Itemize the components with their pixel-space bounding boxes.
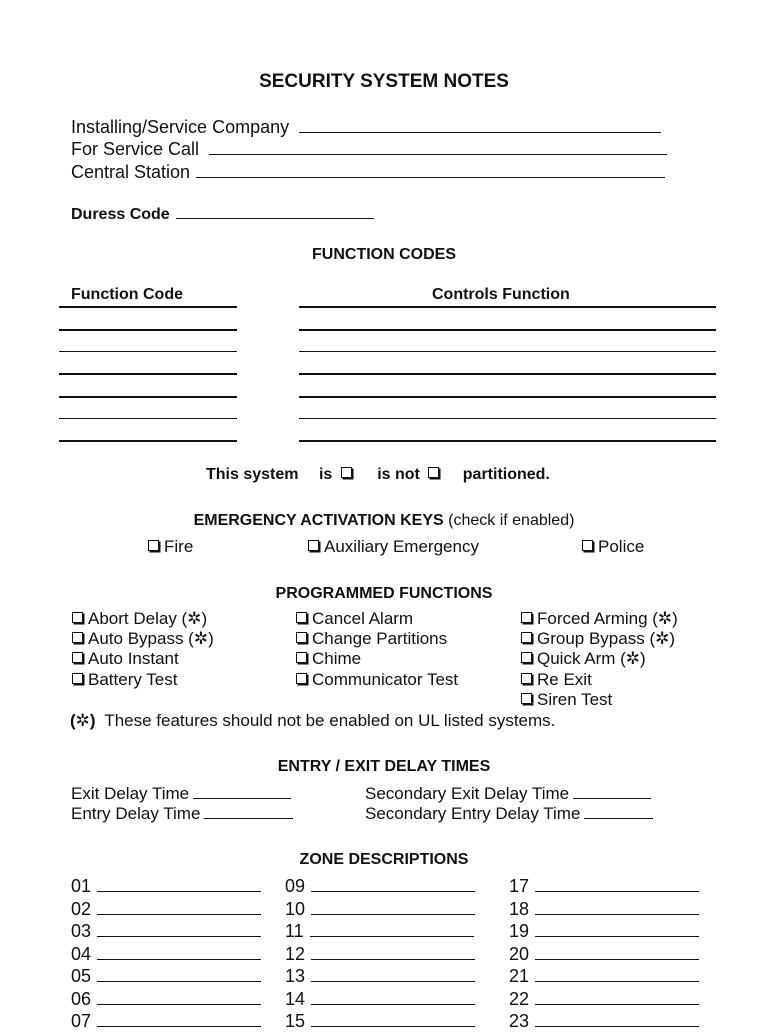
- zone-number: 18: [509, 899, 530, 919]
- zone-number: 21: [509, 966, 530, 986]
- footnote-row: [70, 711, 555, 731]
- zone-number: 05: [71, 966, 92, 986]
- exit-delay-row: [71, 783, 291, 804]
- programmed-item-label: Battery Test: [88, 670, 178, 689]
- zone-row[interactable]: [285, 966, 475, 987]
- delay-times-heading: ENTRY / EXIT DELAY TIMES: [277, 758, 491, 775]
- central-station-row: [71, 162, 665, 183]
- duress-code-row: [71, 203, 374, 224]
- emergency-heading-row: [0, 512, 768, 530]
- checkbox-icon[interactable]: [582, 540, 593, 551]
- programmed-item[interactable]: [72, 670, 177, 690]
- programmed-item-label: Auto Bypass (✲): [88, 629, 214, 648]
- installing-company-label: Installing/Service Company: [71, 117, 290, 137]
- programmed-item-label: Cancel Alarm: [312, 609, 414, 628]
- zone-number: 06: [71, 989, 92, 1009]
- zone-row[interactable]: [285, 944, 475, 965]
- central-station-field[interactable]: [196, 162, 665, 178]
- zone-row[interactable]: [71, 1011, 261, 1032]
- service-call-label: For Service Call: [71, 139, 200, 159]
- checkbox-icon[interactable]: [521, 612, 532, 623]
- secondary-entry-delay-label: Secondary Entry Delay Time: [365, 804, 581, 823]
- zone-number: 14: [285, 989, 306, 1009]
- duress-code-label: Duress Code: [71, 206, 170, 223]
- controls-function-line[interactable]: [299, 351, 716, 352]
- entry-delay-label: Entry Delay Time: [71, 804, 201, 823]
- zone-row[interactable]: [285, 921, 474, 942]
- zone-row[interactable]: [71, 876, 261, 897]
- programmed-item[interactable]: [521, 609, 678, 629]
- zone-row[interactable]: [509, 921, 699, 942]
- programmed-item[interactable]: [521, 629, 675, 649]
- zone-row[interactable]: [509, 899, 699, 920]
- zone-number: 02: [71, 899, 92, 919]
- checkbox-icon[interactable]: [72, 632, 83, 643]
- zone-row[interactable]: [509, 966, 699, 987]
- programmed-item-label: Communicator Test: [312, 670, 459, 689]
- programmed-item[interactable]: [296, 629, 447, 649]
- programmed-item[interactable]: [296, 609, 413, 629]
- partition-is-checkbox[interactable]: [341, 467, 352, 478]
- zone-field[interactable]: [97, 1011, 261, 1027]
- zone-number: 19: [509, 921, 530, 941]
- programmed-item[interactable]: [72, 609, 207, 629]
- checkbox-icon[interactable]: [521, 673, 532, 684]
- zone-field[interactable]: [311, 944, 475, 960]
- zone-row[interactable]: [285, 989, 475, 1010]
- zone-row[interactable]: [285, 876, 475, 897]
- checkbox-icon[interactable]: [308, 540, 319, 551]
- zone-field[interactable]: [97, 876, 261, 892]
- service-call-field[interactable]: [209, 139, 667, 155]
- checkbox-icon[interactable]: [72, 673, 83, 684]
- zone-row[interactable]: [285, 899, 475, 920]
- installing-company-field[interactable]: [299, 117, 661, 133]
- programmed-item[interactable]: [521, 649, 646, 669]
- emergency-key-label: Auxiliary Emergency: [324, 537, 479, 556]
- zone-number: 23: [509, 1011, 530, 1031]
- duress-code-field[interactable]: [176, 203, 374, 219]
- zone-row[interactable]: [71, 899, 261, 920]
- programmed-item-label: Quick Arm (✲): [537, 649, 646, 668]
- zone-field[interactable]: [97, 899, 261, 915]
- checkbox-icon[interactable]: [296, 632, 307, 643]
- zone-row[interactable]: [509, 1011, 699, 1032]
- secondary-exit-delay-label: Secondary Exit Delay Time: [365, 784, 570, 803]
- checkbox-icon[interactable]: [72, 652, 83, 663]
- entry-delay-row: [71, 803, 293, 824]
- checkbox-icon[interactable]: [72, 612, 83, 623]
- programmed-item[interactable]: [72, 629, 214, 649]
- programmed-item[interactable]: [521, 690, 612, 710]
- checkbox-icon[interactable]: [296, 673, 307, 684]
- programmed-functions-heading: PROGRAMMED FUNCTIONS: [275, 585, 493, 602]
- programmed-item-label: Auto Instant: [88, 649, 179, 668]
- zone-number: 15: [285, 1011, 306, 1031]
- installing-company-row: [71, 117, 661, 138]
- function-codes-heading: FUNCTION CODES: [312, 246, 456, 263]
- zone-row[interactable]: [71, 944, 261, 965]
- function-code-line[interactable]: [59, 396, 237, 398]
- zone-row[interactable]: [285, 1011, 475, 1032]
- entry-delay-field[interactable]: [204, 803, 293, 819]
- partition-is-not-label: is not: [377, 466, 420, 483]
- zone-row[interactable]: [509, 944, 699, 965]
- function-code-line[interactable]: [59, 440, 237, 442]
- function-code-header-rule: [59, 306, 237, 308]
- partition-is-not-checkbox[interactable]: [428, 467, 439, 478]
- zone-number: 10: [285, 899, 306, 919]
- zone-number: 09: [285, 876, 306, 896]
- zone-field[interactable]: [535, 876, 699, 892]
- partition-is-label: is: [318, 466, 333, 483]
- programmed-item[interactable]: [296, 649, 361, 669]
- central-station-label: Central Station: [71, 162, 191, 182]
- emergency-key-police[interactable]: [582, 537, 644, 557]
- partition-suffix: partitioned.: [462, 466, 550, 483]
- zone-field[interactable]: [535, 944, 699, 960]
- zone-field[interactable]: [97, 944, 261, 960]
- partition-prefix: This system: [206, 466, 299, 483]
- zone-field[interactable]: [311, 899, 475, 915]
- secondary-entry-delay-field[interactable]: [584, 803, 653, 819]
- zone-field[interactable]: [310, 921, 474, 937]
- controls-function-header-rule: [299, 306, 716, 308]
- checkbox-icon[interactable]: [521, 652, 532, 663]
- zone-number: 04: [71, 944, 92, 964]
- zone-number: 12: [285, 944, 306, 964]
- emergency-key-label: Police: [598, 537, 645, 556]
- zone-number: 17: [509, 876, 530, 896]
- zone-field[interactable]: [535, 1011, 699, 1027]
- exit-delay-field[interactable]: [193, 783, 291, 799]
- checkbox-icon[interactable]: [521, 632, 532, 643]
- checkbox-icon[interactable]: [148, 540, 159, 551]
- checkbox-icon[interactable]: [521, 693, 532, 704]
- zone-number: 07: [71, 1011, 92, 1031]
- zone-field[interactable]: [97, 989, 261, 1005]
- controls-function-line[interactable]: [299, 373, 716, 375]
- zone-field[interactable]: [535, 899, 699, 915]
- zone-row[interactable]: [71, 966, 261, 987]
- function-code-line[interactable]: [59, 329, 237, 331]
- zone-row[interactable]: [71, 921, 261, 942]
- emergency-heading: EMERGENCY ACTIVATION KEYS: [193, 512, 444, 529]
- controls-function-line[interactable]: [299, 440, 716, 442]
- programmed-item-label: Chime: [312, 649, 362, 668]
- zone-field[interactable]: [535, 989, 699, 1005]
- programmed-item-label: Forced Arming (✲): [537, 609, 678, 628]
- secondary-exit-delay-row: [365, 783, 651, 804]
- programmed-item[interactable]: [296, 670, 458, 690]
- zone-field[interactable]: [97, 966, 261, 982]
- function-code-line[interactable]: [59, 351, 237, 352]
- programmed-item-label: Siren Test: [537, 690, 613, 709]
- zone-field[interactable]: [311, 966, 475, 982]
- zone-field[interactable]: [311, 989, 475, 1005]
- zone-field[interactable]: [311, 876, 475, 892]
- secondary-entry-delay-row: [365, 803, 653, 824]
- zone-field[interactable]: [311, 1011, 475, 1027]
- controls-function-col-header: Controls Function: [432, 286, 570, 303]
- zone-descriptions-heading: ZONE DESCRIPTIONS: [299, 851, 469, 868]
- secondary-exit-delay-field[interactable]: [573, 783, 651, 799]
- programmed-item-label: Change Partitions: [312, 629, 448, 648]
- checkbox-icon[interactable]: [296, 652, 307, 663]
- emergency-key-fire[interactable]: [148, 537, 193, 557]
- function-code-col-header: Function Code: [71, 286, 183, 303]
- page-title: SECURITY SYSTEM NOTES: [259, 71, 509, 92]
- zone-field[interactable]: [535, 966, 699, 982]
- zone-row[interactable]: [71, 989, 261, 1010]
- controls-function-line[interactable]: [299, 396, 716, 398]
- programmed-item[interactable]: [521, 670, 592, 690]
- zone-number: 11: [285, 921, 304, 941]
- checkbox-icon[interactable]: [296, 612, 307, 623]
- zone-row[interactable]: [509, 989, 699, 1010]
- programmed-item-label: Group Bypass (✲): [537, 629, 676, 648]
- controls-function-line[interactable]: [299, 418, 716, 419]
- emergency-note: (check if enabled): [448, 512, 575, 529]
- partition-row: [206, 466, 550, 484]
- footnote-text: These features should not be enabled on UL listed systems.: [104, 711, 556, 730]
- zone-row[interactable]: [509, 876, 699, 897]
- zone-number: 22: [509, 989, 530, 1009]
- programmed-item[interactable]: [72, 649, 179, 669]
- zone-field[interactable]: [97, 921, 261, 937]
- zone-number: 01: [71, 876, 92, 896]
- zone-field[interactable]: [535, 921, 699, 937]
- programmed-item-label: Re Exit: [537, 670, 592, 689]
- service-call-row: [71, 139, 667, 160]
- function-code-line[interactable]: [59, 373, 237, 375]
- controls-function-line[interactable]: [299, 329, 716, 331]
- zone-number: 03: [71, 921, 92, 941]
- footnote-mark: (✲): [70, 711, 96, 730]
- zone-number: 13: [285, 966, 306, 986]
- function-code-line[interactable]: [59, 418, 237, 419]
- programmed-item-label: Abort Delay (✲): [88, 609, 208, 628]
- exit-delay-label: Exit Delay Time: [71, 784, 190, 803]
- zone-number: 20: [509, 944, 530, 964]
- emergency-key-auxiliary[interactable]: [308, 537, 479, 557]
- emergency-key-label: Fire: [164, 537, 194, 556]
